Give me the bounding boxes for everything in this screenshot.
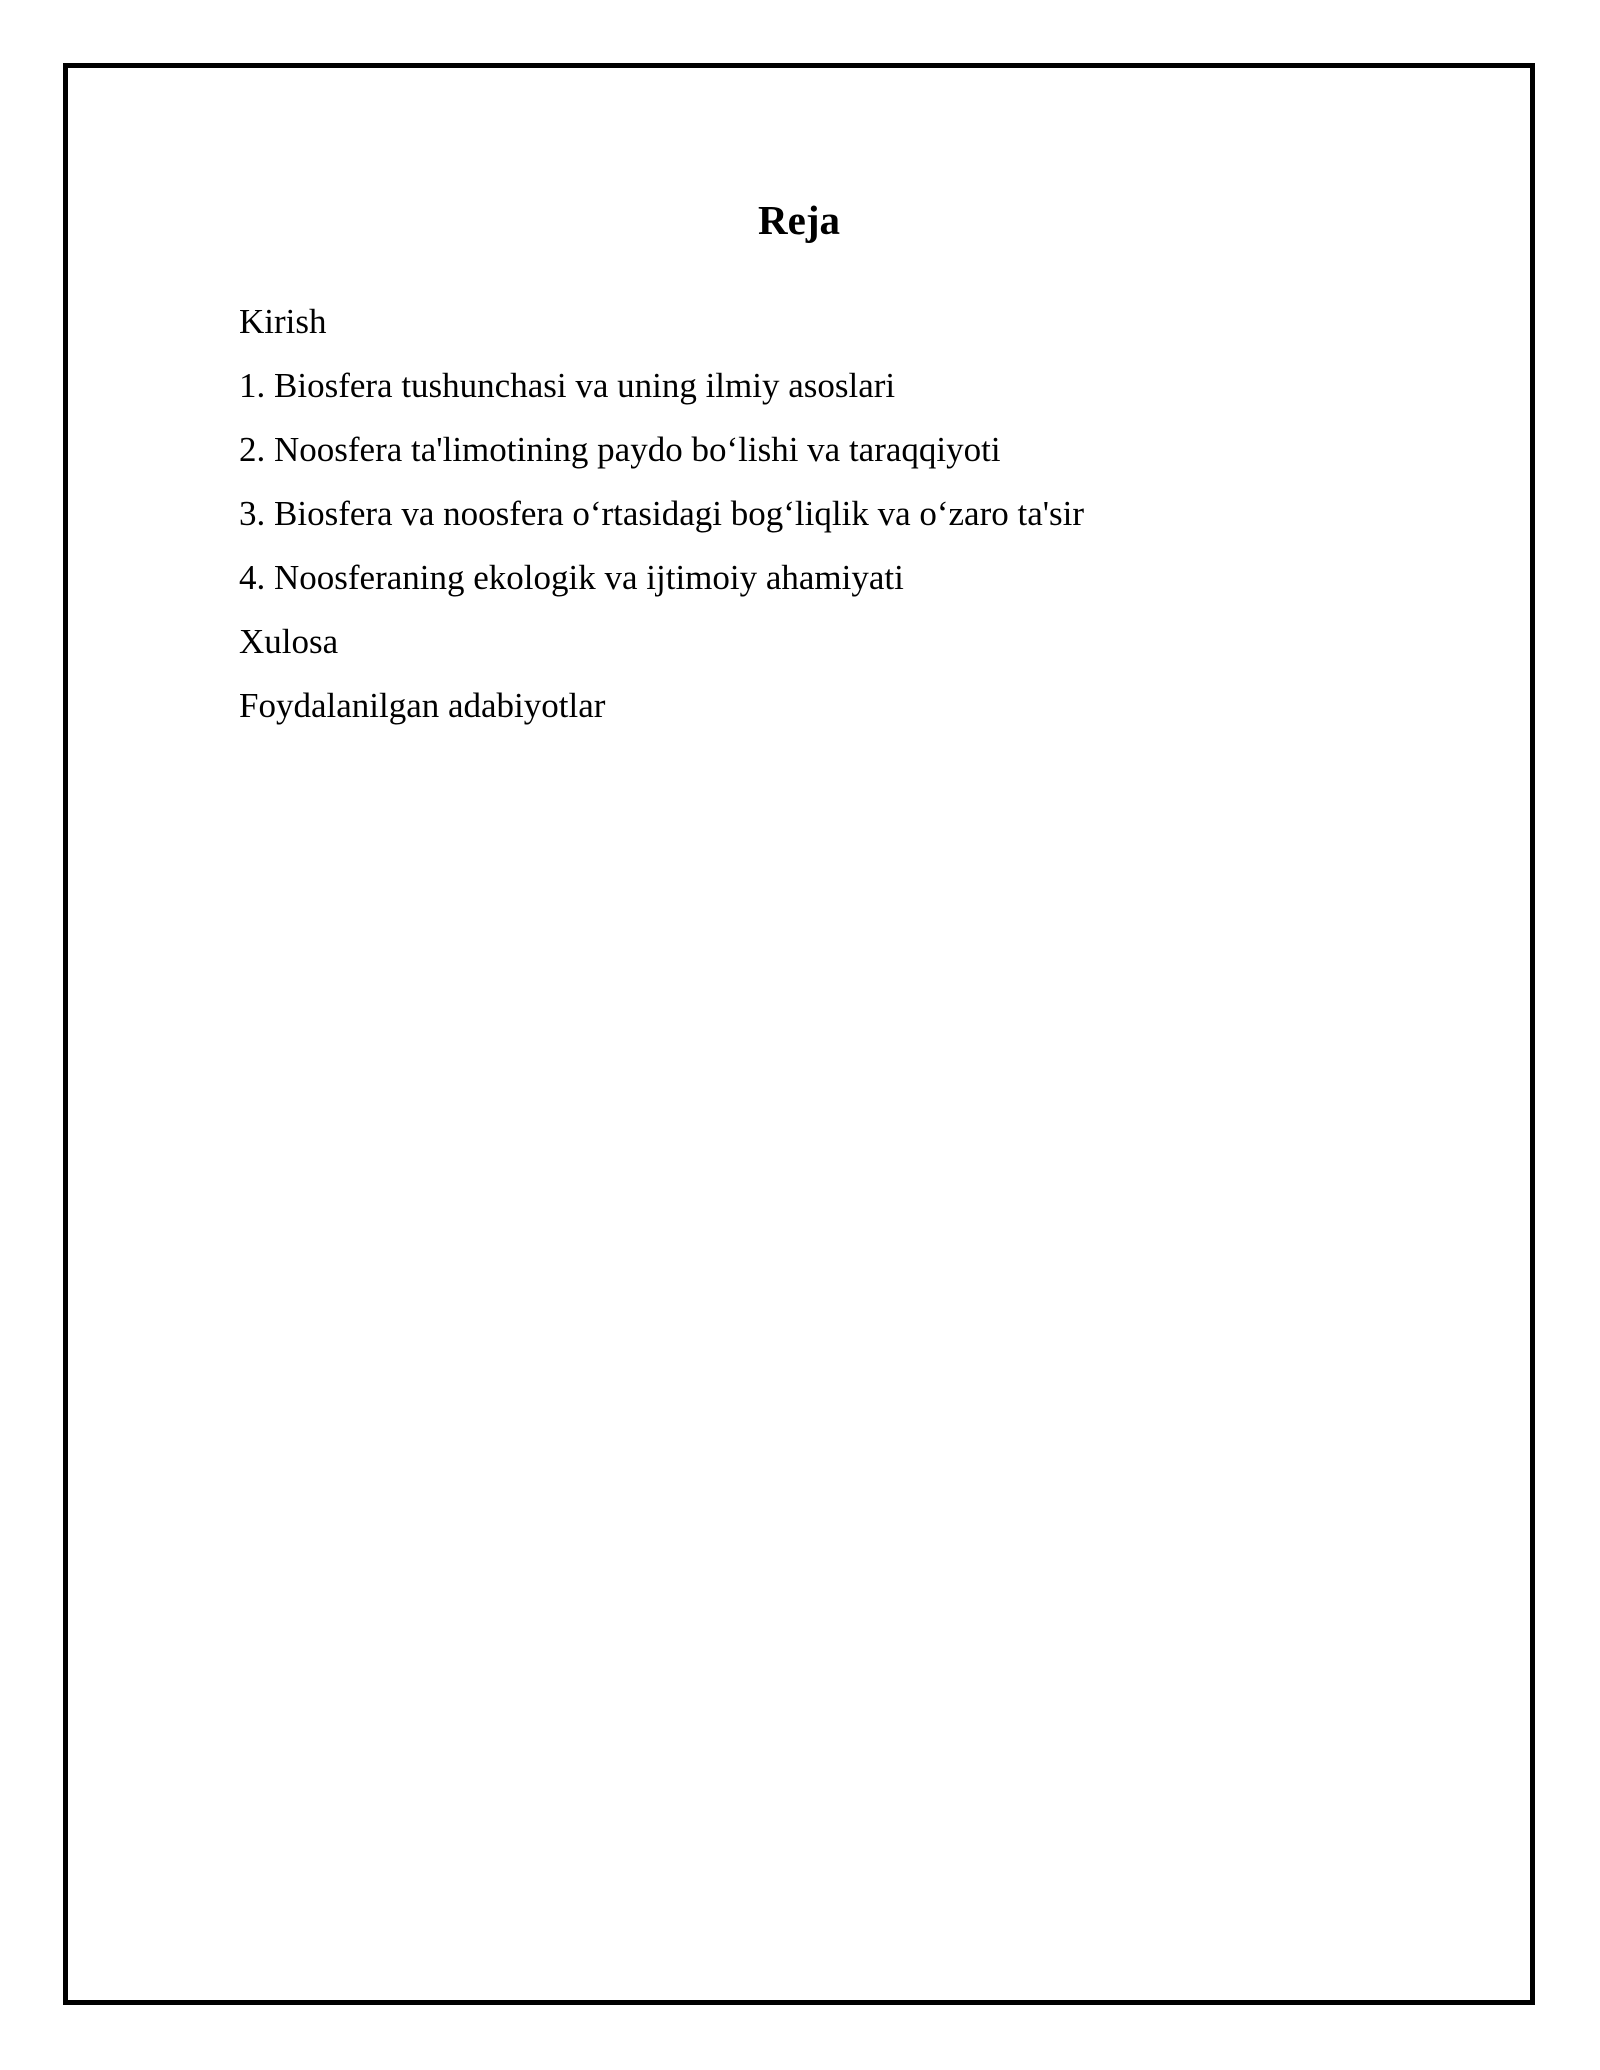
plan-item-3: 3. Biosfera va noosfera oʻrtasidagi bogʻliqlik va oʻzaro ta'sir <box>239 494 1085 533</box>
plan-item-references: Foydalanilgan adabiyotlar <box>239 686 606 725</box>
plan-item-1: 1. Biosfera tushunchasi va uning ilmiy asoslari <box>239 366 896 405</box>
plan-item-4: 4. Noosferaning ekologik va ijtimoiy ahamiyati <box>239 558 904 597</box>
page-title: Reja <box>758 197 840 243</box>
plan-list <box>239 290 1084 738</box>
plan-item-introduction: Kirish <box>239 302 327 341</box>
plan-item-conclusion: Xulosa <box>239 622 339 661</box>
plan-item-2: 2. Noosfera ta'limotining paydo boʻlishi va taraqqiyoti <box>239 430 1001 469</box>
page-border <box>63 63 1535 2005</box>
